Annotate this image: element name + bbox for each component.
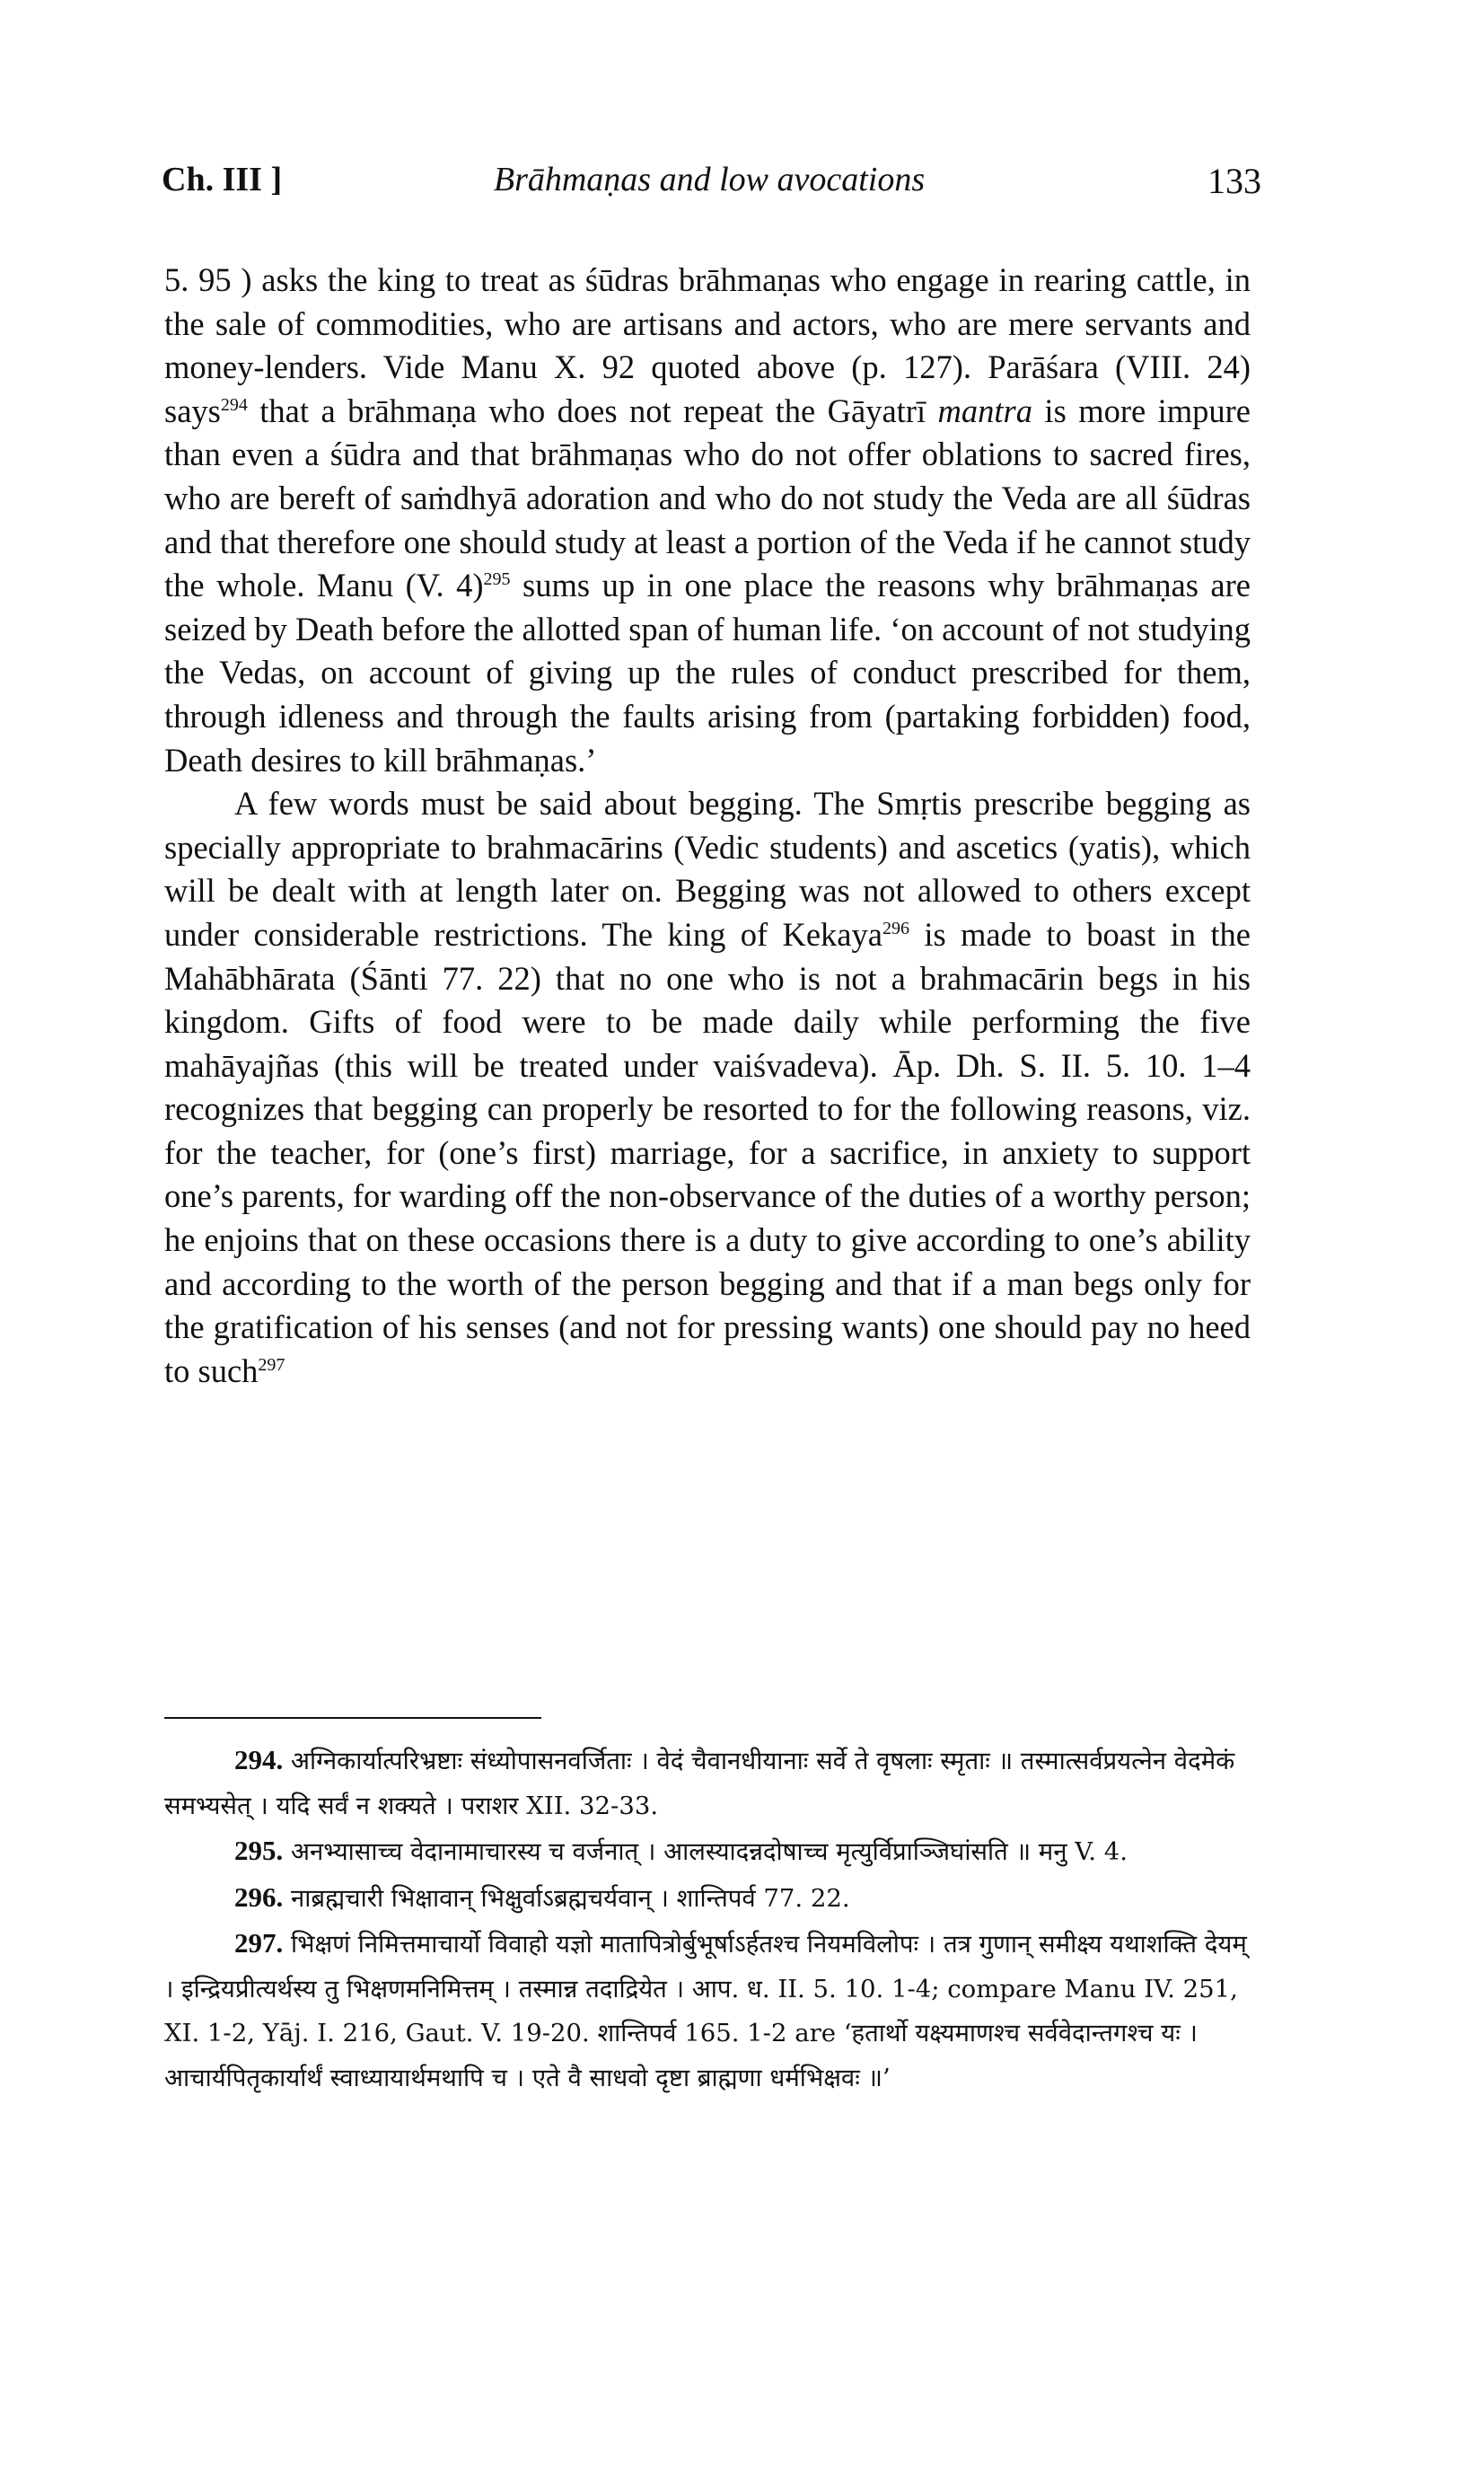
main-text (164, 259, 1251, 1393)
footnote-number: 294. (234, 1744, 284, 1775)
italic-term: mantra (937, 392, 1032, 429)
paragraph-2 (164, 782, 1251, 1393)
text-run: is made to boast in the Mahābhārata (Śānti 77. 22) that no one who is not a brahmacārin begs in his kingdom. Gifts of food were to be made daily while performing the five mahāyajñas (this will be treated under vaiśvadeva). Āp. Dh. S. II. 5. 10. 1–4 recognizes that begging can properly be resorted to for the following reasons, viz. for the teacher, for (one’s first) marriage, for a sacrifice, in anxiety to support one’s parents, for warding off the non-observance of the duties of a worthy person; he enjoins that on these occasions there is a duty to give according to one’s ability and according to the worth of the person begging and that if a man begs only for the gratification of his senses (and not for pressing wants) one should pay no heed to such (164, 915, 1251, 1389)
footnote-296 (164, 1875, 1251, 1922)
text-run: 5. 95 ) asks the king to treat as śūdras brāhmaṇas who engage in rearing cattle, in the sale of commodities, who are artisans and actors, who are mere servants and money-lenders. Vide Manu X. 92 quoted above (p. 127). Parāśara (VIII. 24) says (164, 261, 1251, 429)
footnote-number: 296. (234, 1880, 284, 1913)
footnote-ref-296: 296 (882, 918, 909, 938)
footnote-text: भिक्षणं निमित्तमाचार्यो विवाहो यज्ञो मातापित्रोर्बुभूर्षाऽर्हतश्च नियमविलोपः । तत्र गुणान् समीक्ष्य यथाशक्ति देयम् । इन्द्रियप्रीत्यर्थस्य तु भिक्षणमनिमित्तम् । तस्मान्न तदाद्रियेत । आप. ध. II. 5. 10. 1-4; compare Manu IV. 251, XI. 1-2, Yāj. I. 216, Gaut. V. 19-20. शान्तिपर्व 165. 1-2 are ‘हतार्थो यक्ष्यमाणश्च सर्ववेदान्तगश्च यः । आचार्यपितृकार्यार्थं स्वाध्यायार्थमथापि च । एते वै साधवो दृष्टा ब्राह्मणा धर्मभिक्षवः ॥’ (164, 1930, 1247, 2092)
paragraph-1 (164, 259, 1251, 782)
footnote-297 (164, 1921, 1251, 2100)
chapter-label: Ch. III ] (162, 161, 283, 198)
page-number: 133 (1207, 161, 1261, 201)
footnote-number: 295. (234, 1835, 284, 1866)
footnote-text: नाब्रह्मचारी भिक्षावान् भिक्षुर्वाऽब्रह्मचर्यवान् । शान्तिपर्व 77. 22. (291, 1883, 850, 1913)
footnote-text: अनभ्यासाच्च वेदानामाचारस्य च वर्जनात् । आलस्यादन्नदोषाच्च मृत्युर्विप्राञ्जिघांसति ॥ मनु V. 4. (291, 1837, 1128, 1866)
footnote-text: अग्निकार्यात्परिभ्रष्टाः संध्योपासनवर्जिताः । वेदं चैवानधीयानाः सर्वे ते वृषलाः स्मृताः ॥ तस्मात्सर्वप्रयत्नेन वेदमेकं समभ्यसेत् । यदि सर्वं न शक्यते । पराशर XII. 32-33. (164, 1747, 1235, 1820)
footnote-number: 297. (234, 1927, 284, 1959)
footnotes (164, 1738, 1251, 2100)
text-run: that a brāhmaṇa who does not repeat the Gāyatrī (247, 392, 938, 429)
footnote-295 (164, 1828, 1251, 1875)
footnote-ref-294: 294 (220, 394, 248, 415)
footnote-ref-297: 297 (258, 1354, 285, 1375)
page-header (162, 160, 1261, 214)
text-run: sums up in one place the reasons why brāhmaṇas are seized by Death before the allotted span of human life. ‘on account of not studying the Vedas, on account of giving up the rules of conduct prescribed for them, through idleness and through the faults arising from (partaking forbidden) food, Death desires to kill brāhmaṇas.’ (164, 567, 1251, 779)
footnote-294 (164, 1738, 1251, 1828)
footnote-ref-295: 295 (483, 569, 511, 589)
running-title: Brāhmaṇas and low avocations (493, 161, 926, 198)
text-run: is more impure than even a śūdra and that brāhmaṇas who do not offer oblations to sacred fires, who are bereft of saṁdhyā adoration and who do not study the Veda are all śūdras and that therefore one should study at least a portion of the Veda if he cannot study the whole. Manu (V. 4) (164, 392, 1251, 604)
text-run: A few words must be said about begging. The Smṛtis prescribe begging as specially appropriate to brahmacārins (Vedic students) and ascetics (yatis), which will be dealt with at length later on. Begging was not allowed to others except under considerable restrictions. The king of Kekaya (164, 785, 1251, 953)
footnote-separator (164, 1717, 541, 1719)
